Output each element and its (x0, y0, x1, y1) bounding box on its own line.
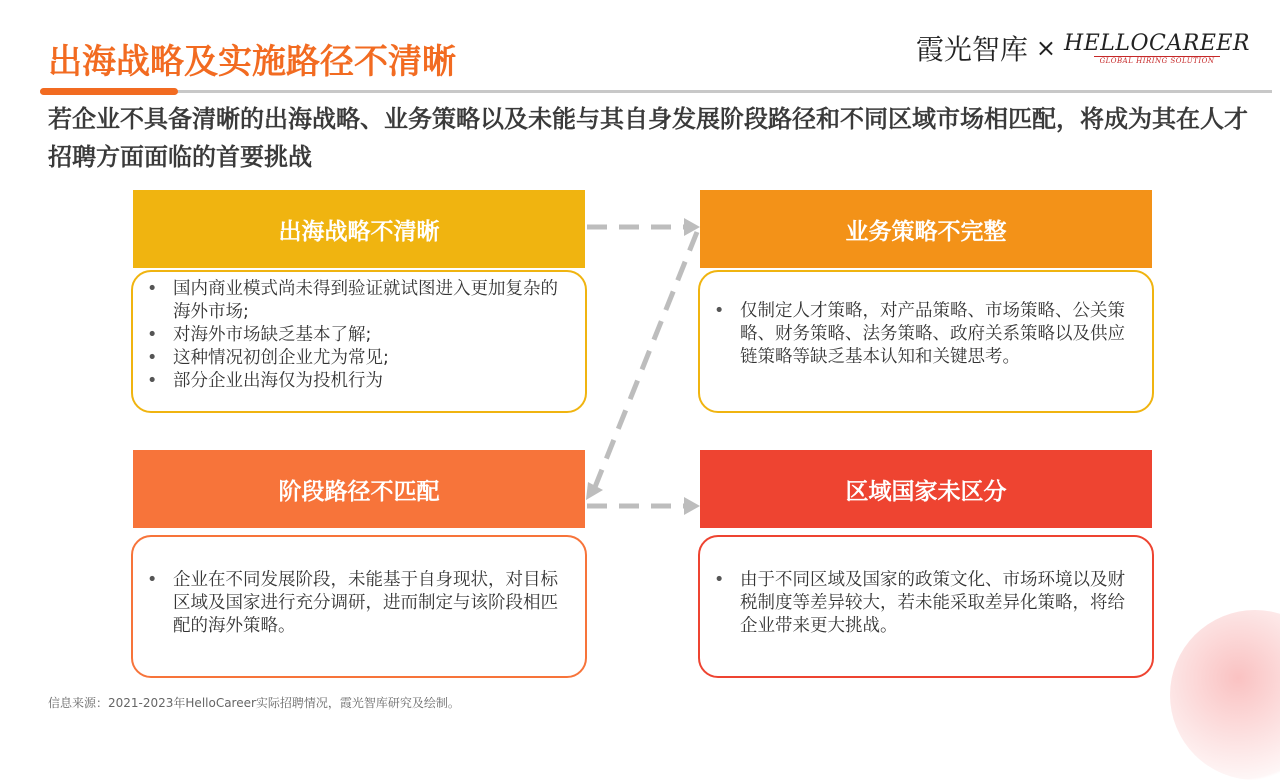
list-item: • 部分企业出海仅为投机行为 (147, 370, 567, 393)
card-body-region (698, 535, 1154, 678)
list-item: • 对海外市场缺乏基本了解; (147, 324, 567, 347)
card-header-business (700, 190, 1152, 268)
card-title: 区域国家未区分 (845, 478, 1007, 505)
card-title: 阶段路径不匹配 (278, 478, 440, 505)
bullet-list (147, 278, 567, 393)
brand-separator: × (1035, 34, 1057, 62)
source-note: 信息来源：2021-2023年HelloCareer实际招聘情况，霞光智库研究及绘制。 (48, 696, 460, 710)
list-item: • 仅制定人才策略，对产品策略、市场策略、公关策略、财务策略、法务策略、政府关系策略以及供应链策略等缺乏基本认知和关键思考。 (714, 300, 1134, 369)
card-body-business (698, 270, 1154, 413)
card-title: 出海战略不清晰 (278, 218, 440, 245)
brand-en-tagline: GLOBAL HIRING SOLUTION (1094, 56, 1221, 65)
arrowhead-bottom (684, 497, 700, 515)
card-header-region (700, 450, 1152, 528)
card-title: 业务策略不完整 (845, 218, 1007, 245)
page-title: 出海战略及实施路径不清晰 (48, 42, 456, 82)
list-item: • 由于不同区域及国家的政策文化、市场环境以及财税制度等差异较大，若未能采取差异化策略，将给企业带来更大挑战。 (714, 569, 1134, 638)
arrow-line-diagonal (593, 232, 697, 492)
list-item: • 这种情况初创企业尤为常见; (147, 347, 567, 370)
card-body-strategy (131, 270, 587, 413)
bullet-list (147, 569, 567, 638)
brand-en-name: HELLOCAREER (1064, 31, 1250, 56)
card-body-stage (131, 535, 587, 678)
list-item: • 企业在不同发展阶段，未能基于自身现状，对目标区域及国家进行充分调研，进而制定与该阶段相匹配的海外策略。 (147, 569, 567, 638)
brand-cn-name: 霞光智库 (915, 33, 1028, 66)
bullet-list (714, 300, 1134, 369)
card-header-strategy (133, 190, 585, 268)
page-subtitle: 若企业不具备清晰的出海战略、业务策略以及未能与其自身发展阶段路径和不同区域市场相匹配，将成为其在人才招聘方面面临的首要挑战 (48, 105, 1248, 171)
list-item: • 国内商业模式尚未得到验证就试图进入更加复杂的海外市场; (147, 278, 567, 324)
card-header-stage (133, 450, 585, 528)
bullet-list (714, 569, 1134, 638)
